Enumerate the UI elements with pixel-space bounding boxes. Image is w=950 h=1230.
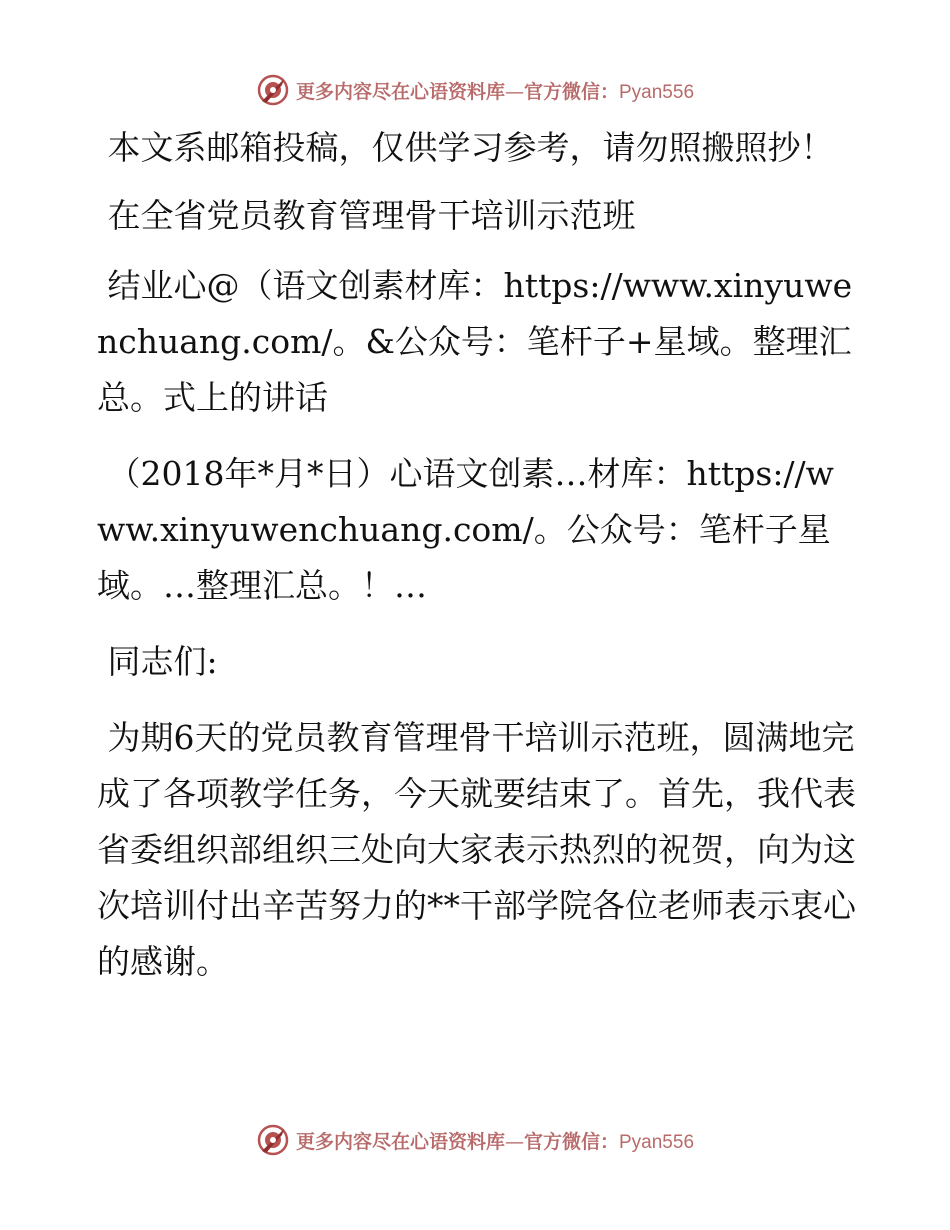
- title-line-2: 结业心@（语文创素材库：https://www.xinyuwenchuang.com/。&公众号：笔杆子+星域。整理汇总。式上的讲话: [97, 266, 853, 417]
- watermark-group: [256, 1123, 694, 1157]
- watermark-title: 更多内容尽在心语资料库: [295, 80, 505, 103]
- watermark-banner-top: [0, 68, 950, 112]
- watermark-separator: —: [504, 1130, 524, 1153]
- document-body: [97, 120, 857, 990]
- pen-logo-icon: [256, 1123, 290, 1157]
- pen-logo-icon: [256, 73, 290, 107]
- watermark-wechat-label: 官方微信：: [523, 1130, 619, 1153]
- watermark-banner-bottom: [0, 1118, 950, 1162]
- watermark-title: 更多内容尽在心语资料库: [295, 1130, 505, 1153]
- watermark-text: [296, 1127, 694, 1154]
- watermark-separator: —: [504, 80, 524, 103]
- salutation: 同志们:: [97, 642, 218, 681]
- watermark-group: [256, 73, 694, 107]
- title-line-1: 在全省党员教育管理骨干培训示范班: [97, 196, 636, 235]
- watermark-wechat-id: Pyan556: [619, 1131, 695, 1153]
- watermark-wechat-id: Pyan556: [619, 81, 695, 103]
- date-line: （2018年*月*日）心语文创素…材库：https://www.xinyuwenchuang.com/。公众号：笔杆子星域。…整理汇总。！…: [97, 454, 834, 605]
- watermark-wechat-label: 官方微信：: [523, 80, 619, 103]
- notice-paragraph: 本文系邮箱投稿，仅供学习参考，请勿照搬照抄！: [97, 128, 834, 167]
- body-paragraph: 为期6天的党员教育管理骨干培训示范班，圆满地完成了各项教学任务，今天就要结束了。首先，我代表省委组织部组织三处向大家表示热烈的祝贺，向为这次培训付出辛苦努力的**干部学院各位老师表示衷心的感谢。: [97, 718, 856, 981]
- watermark-text: [296, 77, 694, 104]
